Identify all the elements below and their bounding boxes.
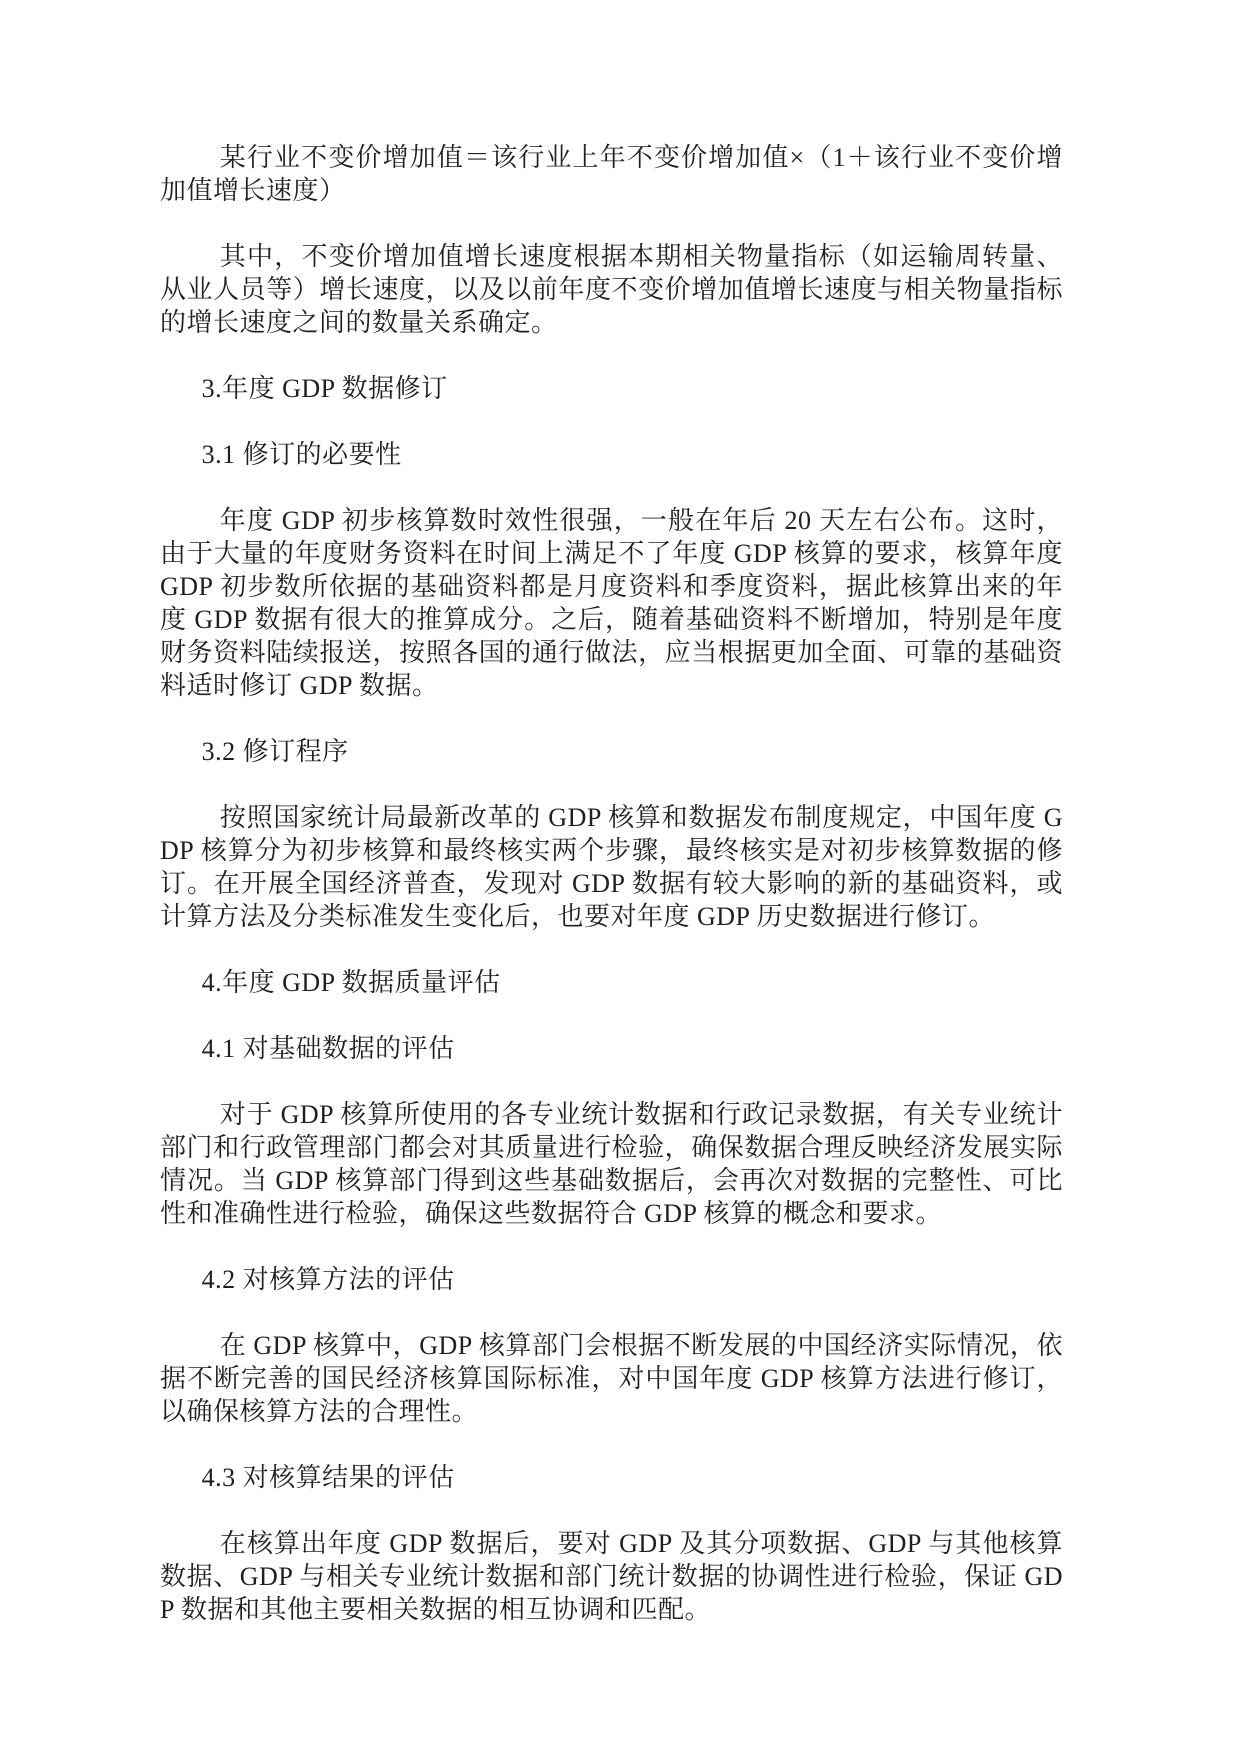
body-paragraph: 年度 GDP 初步核算数时效性很强，一般在年后 20 天左右公布。这时，由于大量的年度财务资料在时间上满足不了年度 GDP 核算的要求，核算年度 GDP 初步数所依据的基础资料都是月度资料和季度资料，据此核算出来的年度 GDP 数据有很大的推算成分。之后，随着基础资料不断增加，特别是年度财务资料陆续报送，按照各国的通行做法，应当根据更加全面、可靠的基础资料适时修订 GDP 数据。 [160,506,1063,700]
body-paragraph: 对于 GDP 核算所使用的各专业统计数据和行政记录数据，有关专业统计部门和行政管理部门都会对其质量进行检验，确保数据合理反映经济发展实际情况。当 GDP 核算部门得到这些基础数据后，会再次对数据的完整性、可比性和准确性进行检验，确保这些数据符合 GDP 核算的概念和要求。 [160,1100,1063,1228]
section-heading: 4.1 对基础数据的评估 [201,1034,455,1063]
body-paragraph: 在核算出年度 GDP 数据后，要对 GDP 及其分项数据、GDP 与其他核算数据、GDP 与相关专业统计数据和部门统计数据的协调性进行检验，保证 GDP 数据和其他主要相关数据的相互协调和匹配。 [160,1529,1063,1624]
body-paragraph: 某行业不变价增加值＝该行业上年不变价增加值×（1＋该行业不变价增加值增长速度） [160,143,1063,205]
body-paragraph: 其中，不变价增加值增长速度根据本期相关物量指标（如运输周转量、从业人员等）增长速度，以及以前年度不变价增加值增长速度与相关物量指标的增长速度之间的数量关系确定。 [160,242,1063,337]
section-heading: 4.2 对核算方法的评估 [201,1265,455,1294]
section-heading: 3.年度 GDP 数据修订 [201,374,448,403]
document-body [160,141,1063,1626]
section-heading: 3.1 修订的必要性 [201,440,402,469]
body-paragraph: 按照国家统计局最新改革的 GDP 核算和数据发布制度规定，中国年度 GDP 核算分为初步核算和最终核实两个步骤，最终核实是对初步核算数据的修订。在开展全国经济普查，发现对 GDP 数据有较大影响的新的基础资料，或计算方法及分类标准发生变化后，也要对年度 GDP 历史数据进行修订。 [160,803,1063,931]
section-heading: 4.3 对核算结果的评估 [201,1463,455,1492]
section-heading: 3.2 修订程序 [201,737,349,766]
body-paragraph: 在 GDP 核算中，GDP 核算部门会根据不断发展的中国经济实际情况，依据不断完善的国民经济核算国际标准，对中国年度 GDP 核算方法进行修订，以确保核算方法的合理性。 [160,1331,1063,1426]
section-heading: 4.年度 GDP 数据质量评估 [201,968,501,997]
